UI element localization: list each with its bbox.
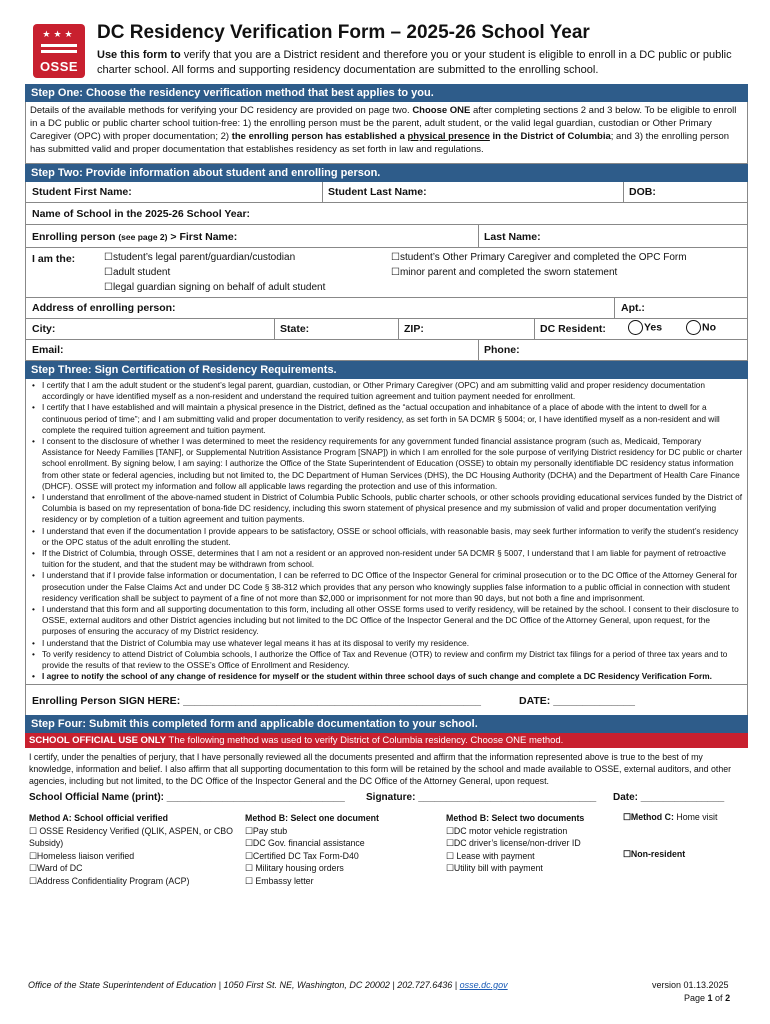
official-signature-field[interactable]: Signature: ________________________________: [366, 792, 597, 804]
method-a-title: Method A: School official verified: [29, 813, 168, 824]
step-one-details: Details of the available methods for verifying your DC residency are provided on page two. Choose ONE after completing sections 2 and 3 below. To be eligible to enroll in a DC public or public charter school tuition-free: 1) the enrolling person must be the parent, adult student, or the valid legal guardian, custodian or Other Primary Caregiver (OPC) with proper documentation; 2) the enrolling person has established a physical presence in the District of Columbia; and 3) the enrolling person has submitted valid and proper documentation that establishes residency as set forth in law and regulations.: [25, 102, 748, 164]
list-item: • I understand that enrollment of the above-named student in District of Columbia Public Schools, public charter schools, or other schools providing educational services funded by the District of Columbia is based on my representation of bona-fide DC residency, including this sworn statement of physical presence and my submission of valid and proper documentation verifying residency or by completion of a tuition agreement and tuition payments.: [30, 492, 743, 526]
logo-text: OSSE: [39, 59, 79, 74]
checkbox-legal-guardian-adult[interactable]: ☐legal guardian signing on behalf of adult student: [104, 282, 326, 293]
step-two-header: Step Two: Provide information about student and enrolling person.: [25, 164, 748, 182]
email-field[interactable]: Email:: [32, 344, 64, 356]
phone-field[interactable]: Phone:: [484, 344, 520, 356]
enrolling-last-name-field[interactable]: Last Name:: [484, 231, 541, 243]
relationship-row: [25, 248, 748, 298]
form-title: DC Residency Verification Form – 2025-26 School Year: [97, 22, 590, 43]
list-item: • I certify that I am the adult student or the student’s legal parent, guardian, custodian, or Other Primary Caregiver (OPC) and am submitting valid and proper residency documentation accordingly or have identified myself as a non-resident and understand the required tuition agreement and tuition payment needed for enrollment.: [30, 380, 743, 402]
list-item: • I consent to the disclosure of whether I was determined to meet the residency requirements for any government funded financial assistance program (such as, Medicaid, Temporary Assistance for Needy Families [TANF], or Supplemental Nutrition Assistance Program [SNAP]) in which I am enrolled for the sole purpose of verifying District residency for DC public or charter school enrollment. By signing below, I am saying: I authorize the Office of the State Superintendent of Education (OSSE) to obtain my personally identifiable DC residency status information from other state or federal agencies, including but not limited to, the DC Department of Human Services (DHS), the DC Housing Authority (DCHA) and the Department of Health Care Finance (DHCF). OSSE will protect my information and follow all applicable laws regarding the protection and use of this information.: [30, 436, 743, 492]
zip-field[interactable]: ZIP:: [404, 323, 424, 335]
radio-yes-icon: [628, 320, 643, 335]
checkbox-vehicle-registration[interactable]: ☐DC motor vehicle registration: [446, 825, 568, 836]
certification-list: [25, 379, 748, 685]
flag-stripe: [41, 44, 77, 47]
checkbox-acp[interactable]: ☐Address Confidentiality Program (ACP): [29, 875, 190, 886]
school-official-banner: SCHOOL OFFICIAL USE ONLY The following method was used to verify District of Columbia residency. Choose ONE method.: [25, 733, 748, 748]
checkbox-ward-of-dc[interactable]: ☐Ward of DC: [29, 863, 83, 874]
step-one-header: Step One: Choose the residency verification method that best applies to you.: [25, 84, 748, 102]
method-b-one: [245, 812, 435, 886]
school-name-field[interactable]: Name of School in the 2025-26 School Year:: [32, 208, 251, 220]
checkbox-embassy-letter[interactable]: ☐ Embassy letter: [245, 875, 314, 886]
student-last-name-field[interactable]: Student Last Name:: [328, 186, 427, 198]
checkbox-homeless-liaison[interactable]: ☐Homeless liaison verified: [29, 850, 135, 861]
page-number: Page 1 of 2: [684, 993, 731, 1003]
osse-link[interactable]: osse.dc.gov: [459, 980, 508, 990]
city-field[interactable]: City:: [32, 323, 56, 335]
list-item: • I certify that I have established and will maintain a physical presence in the District, defined as the “actual occupation and inhabitance of a place of abode with the intent to dwell for a continuous period of time”; and I am submitting valid and proper documentation to verify residency, as set forth in 5A DCMR § 5004; or, I have identified myself as a non-resident and will complete the required tuition agreement and tuition payment.: [30, 402, 743, 436]
enrolling-first-name-field[interactable]: Enrolling person (see page 2) > First Name:: [32, 231, 238, 243]
state-field[interactable]: State:: [280, 323, 310, 335]
checkbox-minor-parent[interactable]: ☐minor parent and completed the sworn statement: [391, 267, 618, 278]
form-intro: Use this form to verify that you are a District resident and therefore you or your student is eligible to enroll in a DC public or public charter school. All forms and supporting residency documentation are submitted to the enrolling school.: [97, 49, 732, 76]
step-three-header: Step Three: Sign Certification of Residency Requirements.: [25, 361, 748, 379]
apt-field[interactable]: Apt.:: [621, 302, 645, 314]
flag-stripe: [41, 50, 77, 53]
list-item: • If the District of Columbia, through OSSE, determines that I am not a resident or an approved non-resident under 5A DCMR § 5007, I understand that I am liable for payment of retroactive tuition for the student, and that the student may be withdrawn from school.: [30, 548, 743, 570]
student-first-name-field[interactable]: Student First Name:: [32, 186, 132, 198]
methods-section: [25, 809, 748, 887]
signature-date-field[interactable]: DATE: ______________: [519, 695, 635, 708]
official-sign-row: [25, 789, 748, 809]
i-am-label: I am the:: [32, 253, 76, 265]
method-b-two: [446, 812, 626, 874]
version-label: version 01.13.2025: [652, 980, 729, 990]
method-b1-title: Method B: Select one document: [245, 813, 379, 824]
official-date-field[interactable]: Date: _______________: [613, 792, 725, 804]
enrolling-name-row: [25, 225, 748, 248]
dc-resident-no[interactable]: No: [686, 320, 716, 335]
list-item: • I understand that even if the documentation I provide appears to be satisfactory, OSSE or school officials, with reasonable basis, may seek further information to verify the student’s residency or the OPC status of the adult enrolling the student.: [30, 526, 743, 548]
checkbox-utility-bill[interactable]: ☐Utility bill with payment: [446, 863, 543, 874]
list-item: • I understand that the District of Columbia may use whatever legal means it has at its disposal to verify my residence.: [30, 638, 743, 649]
official-certification: I certify, under the penalties of perjury, that I have personally reviewed all the documents presented and affirm that the information represented above is true to the best of my knowledge, information and belief. I also affirm that all supporting documentation to this form will be retained by the school and made available to OSSE, external auditors, and other agencies, including but not limited, to the DC Office of the Inspector General and the DC Office of the Attorney General, upon request.: [29, 752, 732, 787]
method-b2-title: Method B: Select two documents: [446, 813, 585, 824]
student-name-row: [25, 182, 748, 203]
osse-logo: [33, 24, 85, 78]
city-row: [25, 319, 748, 340]
form-page: [25, 18, 748, 887]
checkbox-pay-stub[interactable]: ☐Pay stub: [245, 825, 288, 836]
checkbox-drivers-license[interactable]: ☐DC driver’s license/non-driver ID: [446, 838, 581, 849]
method-c[interactable]: ☐Method C: Home visit: [623, 812, 718, 823]
star-icon: ★★★: [42, 29, 76, 39]
official-name-field[interactable]: School Official Name (print): ________________________________: [29, 792, 345, 804]
checkbox-lease[interactable]: ☐ Lease with payment: [446, 850, 535, 861]
checkbox-tax-form[interactable]: ☐Certified DC Tax Form-D40: [245, 850, 359, 861]
signature-row: [25, 685, 748, 715]
method-a: [29, 812, 234, 886]
checkbox-osse-verified[interactable]: ☐ OSSE Residency Verified (QLIK, ASPEN, or CBO Subsidy): [29, 825, 233, 849]
dc-resident-yes[interactable]: Yes: [628, 320, 662, 335]
list-item: • I agree to notify the school of any change of residence for myself or the student within three school days of such change and complete a DC Residency Verification Form.: [30, 671, 743, 682]
form-header: [25, 18, 748, 84]
step-four-header: Step Four: Submit this completed form and applicable documentation to your school.: [25, 715, 748, 733]
list-item: • I understand that if I provide false information or documentation, I can be referred to DC Office of the Inspector General for criminal prosecution or to the DC Office of the Attorney General for prosecution under the False Claims Act and under DC Code § 38-312 which provides that any person who knowingly supplies false information to a public official in connection with student residency verification shall be subject to payment of a fine of not more than $2,000 or imprisonment for not more than 90 days, but not both a fine and imprisonment.: [30, 570, 743, 604]
checkbox-financial-assistance[interactable]: ☐DC Gov. financial assistance: [245, 838, 365, 849]
checkbox-non-resident[interactable]: ☐Non-resident: [623, 849, 686, 860]
school-name-row: [25, 203, 748, 225]
email-row: [25, 340, 748, 361]
checkbox-opc[interactable]: ☐student’s Other Primary Caregiver and completed the OPC Form: [391, 252, 687, 263]
radio-no-icon: [686, 320, 701, 335]
address-row: [25, 298, 748, 319]
list-item: • To verify residency to attend District of Columbia schools, I authorize the Office of Tax and Revenue (OTR) to review and confirm my District tax filings for a period of three tax years and to provide the results of that review to the OSSE’s Office of Enrollment and Residency.: [30, 649, 743, 671]
footer-address: Office of the State Superintendent of Education | 1050 First St. NE, Washington, DC 20002 | 202.727.6436 | osse.dc.gov: [28, 980, 508, 990]
dob-field[interactable]: DOB:: [629, 186, 656, 198]
list-item: • I understand that this form and all supporting documentation to this form, including all other OSSE forms used to verify residency, will be retained by the school. I consent to their disclosure to OSSE, external auditors and other District agencies including but not limited to the DC Office of the Inspector General and the DC Office of the Attorney General, upon request, for the purposes of ensuring the accuracy of my District residency.: [30, 604, 743, 638]
enrolling-signature-field[interactable]: Enrolling Person SIGN HERE: ___________________________________________________: [32, 695, 481, 708]
checkbox-adult-student[interactable]: ☐adult student: [104, 267, 171, 278]
checkbox-legal-parent[interactable]: ☐student’s legal parent/guardian/custodian: [104, 252, 296, 263]
address-field[interactable]: Address of enrolling person:: [32, 302, 176, 314]
checkbox-military-housing[interactable]: ☐ Military housing orders: [245, 863, 344, 874]
dc-resident-label: DC Resident:: [540, 323, 606, 335]
